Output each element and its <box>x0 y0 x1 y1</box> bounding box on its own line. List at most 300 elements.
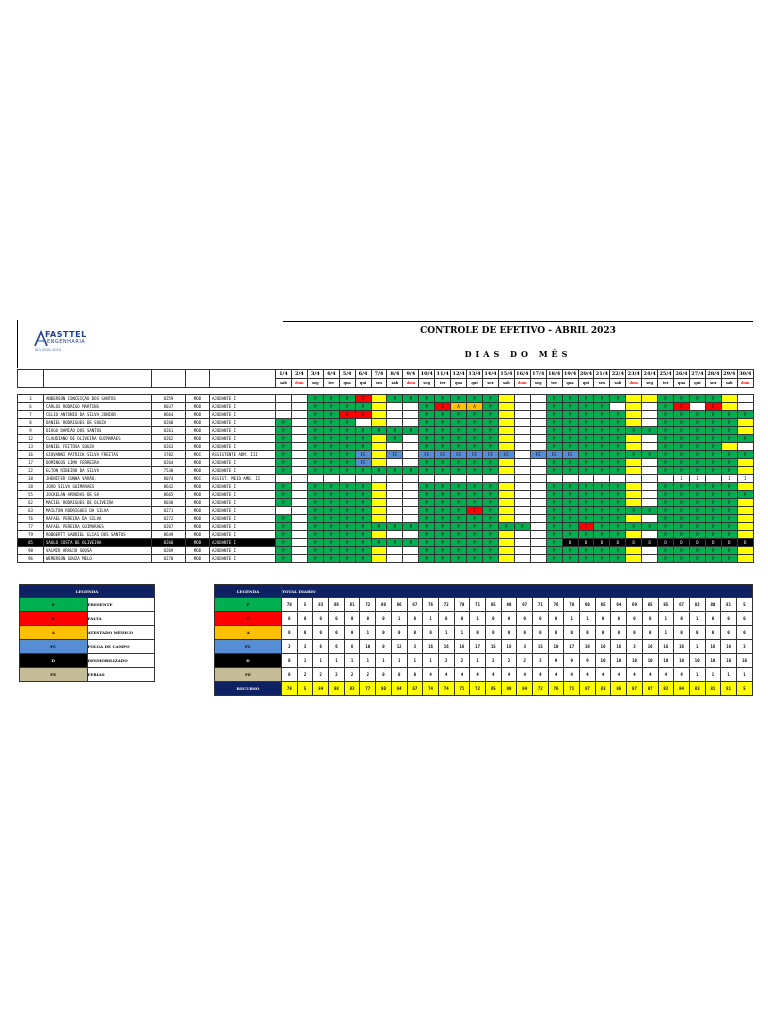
legend-label: FALTA <box>87 612 155 626</box>
day-status: P <box>721 467 737 475</box>
day-status: FC <box>387 451 403 459</box>
day-status: P <box>674 531 690 539</box>
day-status: P <box>307 539 323 547</box>
day-status <box>514 515 530 523</box>
day-status <box>737 483 753 491</box>
day-status: P <box>339 499 355 507</box>
day-status: P <box>721 419 737 427</box>
day-status <box>514 483 530 491</box>
cell-mod: MOD <box>186 411 210 419</box>
day-status: P <box>594 419 610 427</box>
recurso-value: 84 <box>313 682 329 696</box>
day-status <box>642 403 658 411</box>
day-status: P <box>658 547 674 555</box>
legend-item <box>20 640 155 654</box>
cell-matricula: 8665 <box>152 491 186 499</box>
cell-nome: DIOGO DAMIÃO DOS SANTOS <box>44 427 152 435</box>
day-status <box>737 427 753 435</box>
day-status: P <box>419 467 435 475</box>
day-status: P <box>546 443 562 451</box>
cell-mod: MOD <box>186 491 210 499</box>
recurso-value: 71 <box>564 682 580 696</box>
recurso-value: 78 <box>282 682 298 696</box>
cell-funcao: AJUDANTE I <box>210 411 276 419</box>
day-status: F <box>674 403 690 411</box>
column-funcao <box>210 370 276 388</box>
cell-nome: CLAUDIANO DE OLIVEIRA GUIMARAES <box>44 435 152 443</box>
weekday-header: dom <box>626 379 642 388</box>
totals-value: 2 <box>438 654 454 668</box>
day-status: P <box>323 555 339 563</box>
table-row <box>18 483 754 491</box>
day-status: P <box>323 483 339 491</box>
day-header: 27/4 <box>691 371 704 377</box>
recurso-value: 76 <box>548 682 564 696</box>
cell-matricula: 8038 <box>152 499 186 507</box>
cell-mod: MOD <box>186 555 210 563</box>
day-header: 16/4 <box>516 371 529 377</box>
totals-value: 3 <box>736 640 752 654</box>
day-status <box>451 475 467 483</box>
day-status <box>371 491 387 499</box>
cell-mod: MOI <box>186 451 210 459</box>
totals-value: 80 <box>501 598 517 612</box>
totals-value: 76 <box>548 598 564 612</box>
recurso-value: 5 <box>297 682 313 696</box>
day-status <box>737 523 753 531</box>
logo-sub: ENGENHARIA <box>47 339 86 345</box>
day-status: P <box>721 555 737 563</box>
totals-value: 15 <box>533 640 549 654</box>
day-status: P <box>610 459 626 467</box>
cell-funcao: AJUDANTE I <box>210 459 276 467</box>
day-status: P <box>339 427 355 435</box>
day-status: P <box>467 499 483 507</box>
table-row <box>18 459 754 467</box>
totals-value: 3 <box>533 654 549 668</box>
totals-value: 1 <box>705 668 721 682</box>
day-status: P <box>562 427 578 435</box>
totals-value: 1 <box>360 626 376 640</box>
day-status: P <box>451 499 467 507</box>
day-status: P <box>578 419 594 427</box>
day-status: P <box>721 507 737 515</box>
day-status <box>530 515 546 523</box>
day-status <box>387 403 403 411</box>
legend-swatch: FC <box>20 640 88 654</box>
day-status: P <box>355 435 371 443</box>
day-status <box>387 419 403 427</box>
day-status: P <box>721 451 737 459</box>
day-status <box>530 523 546 531</box>
cell-mod: MOD <box>186 523 210 531</box>
totals-value: 2 <box>485 654 501 668</box>
day-status: P <box>387 435 403 443</box>
day-status: P <box>705 547 721 555</box>
totals-value: 1 <box>736 668 752 682</box>
day-status <box>339 475 355 483</box>
day-header: 4/4 <box>323 370 339 379</box>
day-status: P <box>419 531 435 539</box>
day-status: F <box>435 403 451 411</box>
day-status <box>514 419 530 427</box>
legend-swatch: P <box>20 598 88 612</box>
day-header: 14/4 <box>484 371 497 377</box>
day-status: FC <box>546 451 562 459</box>
day-status: P <box>689 499 705 507</box>
day-status: P <box>467 531 483 539</box>
legend-swatch: FE <box>20 668 88 682</box>
day-status: P <box>546 555 562 563</box>
cell-funcao: AJUDANTE I <box>210 499 276 507</box>
day-status <box>737 395 753 403</box>
totals-value: 70 <box>454 598 470 612</box>
day-status: P <box>721 499 737 507</box>
totals-value: 0 <box>360 612 376 626</box>
day-status <box>530 531 546 539</box>
day-status: P <box>419 555 435 563</box>
day-status: P <box>323 459 339 467</box>
totals-value: 10 <box>627 654 643 668</box>
day-status <box>530 435 546 443</box>
day-status <box>626 411 642 419</box>
day-status: P <box>689 547 705 555</box>
day-status: P <box>689 395 705 403</box>
cell-nome: VALMIR ARAUJO SOUSA <box>44 547 152 555</box>
day-status: P <box>594 499 610 507</box>
cell-funcao: ASSISTENTE ADM. III <box>210 451 276 459</box>
day-status <box>291 555 307 563</box>
day-status: P <box>467 467 483 475</box>
day-status: P <box>307 467 323 475</box>
day-status <box>387 515 403 523</box>
day-status <box>530 547 546 555</box>
recurso-value: 88 <box>329 682 345 696</box>
recurso-value: 80 <box>501 682 517 696</box>
day-status: P <box>658 395 674 403</box>
day-status: P <box>451 515 467 523</box>
day-status <box>371 443 387 451</box>
day-status: P <box>674 427 690 435</box>
totals-value: 78 <box>282 598 298 612</box>
table-row <box>18 451 754 459</box>
day-status: P <box>467 435 483 443</box>
weekday-header: qua <box>674 379 690 388</box>
day-status: P <box>721 531 737 539</box>
legend-title: LEGENDA <box>20 585 155 598</box>
cell-matricula: 8259 <box>152 395 186 403</box>
day-status: P <box>435 411 451 419</box>
day-status <box>562 475 578 483</box>
day-status: P <box>482 459 498 467</box>
totals-value: 0 <box>548 612 564 626</box>
totals-value: 4 <box>470 668 486 682</box>
weekday-header: sex <box>371 379 387 388</box>
day-status <box>403 451 419 459</box>
day-status: P <box>323 499 339 507</box>
day-status: P <box>419 483 435 491</box>
day-status <box>498 547 514 555</box>
day-status: F <box>467 507 483 515</box>
day-status: P <box>658 411 674 419</box>
totals-value: 0 <box>705 626 721 640</box>
day-status <box>371 531 387 539</box>
totals-value: 0 <box>533 612 549 626</box>
cell-funcao: AJUDANTE I <box>210 419 276 427</box>
day-status: P <box>419 491 435 499</box>
day-status: P <box>546 411 562 419</box>
cell-nome: WEMERSON SOUZA MELO <box>44 555 152 563</box>
day-status <box>403 531 419 539</box>
day-status <box>403 435 419 443</box>
day-header: 1/4 <box>276 370 292 379</box>
cell-matricula: 8269 <box>152 547 186 555</box>
cell-funcao: AJUDANTE I <box>210 435 276 443</box>
table-row <box>18 443 754 451</box>
day-status <box>371 555 387 563</box>
day-status: P <box>435 523 451 531</box>
recurso-value: 81 <box>721 682 737 696</box>
day-status: P <box>323 403 339 411</box>
day-status: P <box>403 539 419 547</box>
day-status: P <box>721 515 737 523</box>
day-status: P <box>578 403 594 411</box>
totals-value: 10 <box>689 654 705 668</box>
day-status: D <box>578 539 594 547</box>
totals-value: 1 <box>658 612 674 626</box>
day-status: P <box>610 491 626 499</box>
day-status: P <box>562 419 578 427</box>
day-status: FC <box>435 451 451 459</box>
day-status <box>737 507 753 515</box>
page-subtitle: DIAS DO MÊS <box>464 349 572 359</box>
day-status: P <box>546 467 562 475</box>
day-status: P <box>339 419 355 427</box>
day-status: P <box>467 555 483 563</box>
day-status <box>498 459 514 467</box>
totals-value: 10 <box>611 654 627 668</box>
day-status: P <box>562 443 578 451</box>
day-status <box>498 411 514 419</box>
spreadsheet-sheet <box>17 320 753 706</box>
day-status: P <box>355 531 371 539</box>
cell-nome: JOCKELAN ARRUDAS DE SÁ <box>44 491 152 499</box>
recurso-value: 87 <box>580 682 596 696</box>
day-status: P <box>705 427 721 435</box>
day-status: P <box>467 419 483 427</box>
totals-value: 16 <box>674 640 690 654</box>
day-status: P <box>419 523 435 531</box>
totals-value: 2 <box>501 654 517 668</box>
day-status: P <box>451 523 467 531</box>
day-status <box>626 531 642 539</box>
day-status: P <box>578 555 594 563</box>
day-header: 22/4 <box>611 371 624 377</box>
day-status: P <box>371 539 387 547</box>
day-status: P <box>339 459 355 467</box>
day-status: P <box>435 547 451 555</box>
table-row <box>18 403 754 411</box>
day-status: FC <box>498 451 514 459</box>
day-status: P <box>610 483 626 491</box>
day-status: P <box>419 507 435 515</box>
day-status: P <box>467 483 483 491</box>
day-status <box>530 419 546 427</box>
day-status <box>498 395 514 403</box>
day-status: FC <box>355 451 371 459</box>
day-status: P <box>307 419 323 427</box>
totals-value: 4 <box>485 668 501 682</box>
day-header: 11/4 <box>436 371 449 377</box>
totals-value: 81 <box>721 598 737 612</box>
day-status <box>626 395 642 403</box>
weekday-header: qui <box>355 379 371 388</box>
day-status: P <box>705 395 721 403</box>
day-status <box>530 395 546 403</box>
day-status <box>498 539 514 547</box>
day-status: P <box>467 491 483 499</box>
day-status: P <box>355 539 371 547</box>
totals-value: 0 <box>329 626 345 640</box>
day-status <box>387 443 403 451</box>
totals-value: 1 <box>689 668 705 682</box>
totals-value: 80 <box>376 598 392 612</box>
totals-value: 3 <box>297 640 313 654</box>
totals-value: 2 <box>454 654 470 668</box>
totals-value: 80 <box>705 598 721 612</box>
totals-value: 1 <box>376 654 392 668</box>
totals-value: 16 <box>423 640 439 654</box>
day-status <box>403 515 419 523</box>
totals-value: 4 <box>548 668 564 682</box>
day-status: P <box>339 491 355 499</box>
day-status: P <box>705 467 721 475</box>
weekday-header: dom <box>291 379 307 388</box>
cell-item: 77 <box>18 523 44 531</box>
weekday-header: sex <box>594 379 610 388</box>
totals-value: 15 <box>485 640 501 654</box>
day-status: P <box>689 443 705 451</box>
day-status: D <box>594 539 610 547</box>
day-status: P <box>451 427 467 435</box>
day-status: P <box>339 467 355 475</box>
day-status: P <box>578 395 594 403</box>
cell-nome: MAILTON RODRIGUES DA SILVA <box>44 507 152 515</box>
day-status: P <box>339 507 355 515</box>
day-header: 5/4 <box>339 370 355 379</box>
totals-value: 0 <box>407 626 423 640</box>
weekday-header: dom <box>403 379 419 388</box>
day-status <box>530 403 546 411</box>
legend-table <box>19 584 155 682</box>
day-status: P <box>307 507 323 515</box>
cell-mod: MOD <box>186 435 210 443</box>
table-row <box>18 395 754 403</box>
day-status: P <box>451 483 467 491</box>
day-status <box>737 443 753 451</box>
day-status <box>530 483 546 491</box>
totals-value: 16 <box>501 640 517 654</box>
day-status: D <box>689 539 705 547</box>
day-status: P <box>387 539 403 547</box>
day-status <box>642 483 658 491</box>
day-status <box>403 419 419 427</box>
day-status: P <box>594 467 610 475</box>
day-status: P <box>546 523 562 531</box>
totals-value: 4 <box>642 668 658 682</box>
day-status <box>642 547 658 555</box>
day-status: P <box>658 419 674 427</box>
day-status <box>626 435 642 443</box>
totals-row <box>215 598 753 612</box>
day-status: P <box>594 411 610 419</box>
day-status: P <box>403 395 419 403</box>
day-status: P <box>594 395 610 403</box>
day-status: P <box>355 507 371 515</box>
day-status: P <box>482 467 498 475</box>
cell-matricula: 8649 <box>152 531 186 539</box>
totals-value: 0 <box>454 612 470 626</box>
day-status <box>291 443 307 451</box>
day-status <box>276 507 292 515</box>
day-status <box>737 515 753 523</box>
day-status <box>610 403 626 411</box>
day-status: P <box>435 427 451 435</box>
day-status: P <box>674 443 690 451</box>
day-status: P <box>626 507 642 515</box>
day-status: P <box>578 451 594 459</box>
day-status: P <box>355 515 371 523</box>
day-status: P <box>482 491 498 499</box>
day-status: P <box>658 435 674 443</box>
day-status: P <box>387 427 403 435</box>
day-status: F <box>355 411 371 419</box>
cell-matricula: 8074 <box>152 475 186 483</box>
day-status <box>291 499 307 507</box>
totals-value: 0 <box>423 626 439 640</box>
day-status: I <box>737 475 753 483</box>
day-status <box>387 507 403 515</box>
day-status <box>642 515 658 523</box>
cell-item: 8 <box>18 419 44 427</box>
totals-value: 0 <box>501 626 517 640</box>
day-status: P <box>482 515 498 523</box>
cell-nome: GIOVANNI PATRICK SILVA FREITAS <box>44 451 152 459</box>
day-status: P <box>498 523 514 531</box>
cell-funcao: AJUDANTE I <box>210 395 276 403</box>
cell-nome: MACIEL RODRIGUES DE OLIVEIRA <box>44 499 152 507</box>
day-status: P <box>626 451 642 459</box>
day-status: P <box>355 555 371 563</box>
day-status: P <box>323 419 339 427</box>
day-status: FC <box>419 451 435 459</box>
totals-value: 0 <box>313 612 329 626</box>
legend-label: DESMOBILIZADO <box>87 654 155 668</box>
day-status <box>291 523 307 531</box>
totals-value: 6 <box>329 640 345 654</box>
totals-value: 3 <box>407 640 423 654</box>
day-status: P <box>610 395 626 403</box>
cell-item: 3 <box>18 395 44 403</box>
day-status: P <box>387 395 403 403</box>
totals-value: 0 <box>595 626 611 640</box>
day-status: P <box>451 419 467 427</box>
recurso-value: 83 <box>689 682 705 696</box>
day-status: P <box>594 451 610 459</box>
day-status: P <box>610 507 626 515</box>
day-status: FC <box>467 451 483 459</box>
day-status: P <box>307 523 323 531</box>
